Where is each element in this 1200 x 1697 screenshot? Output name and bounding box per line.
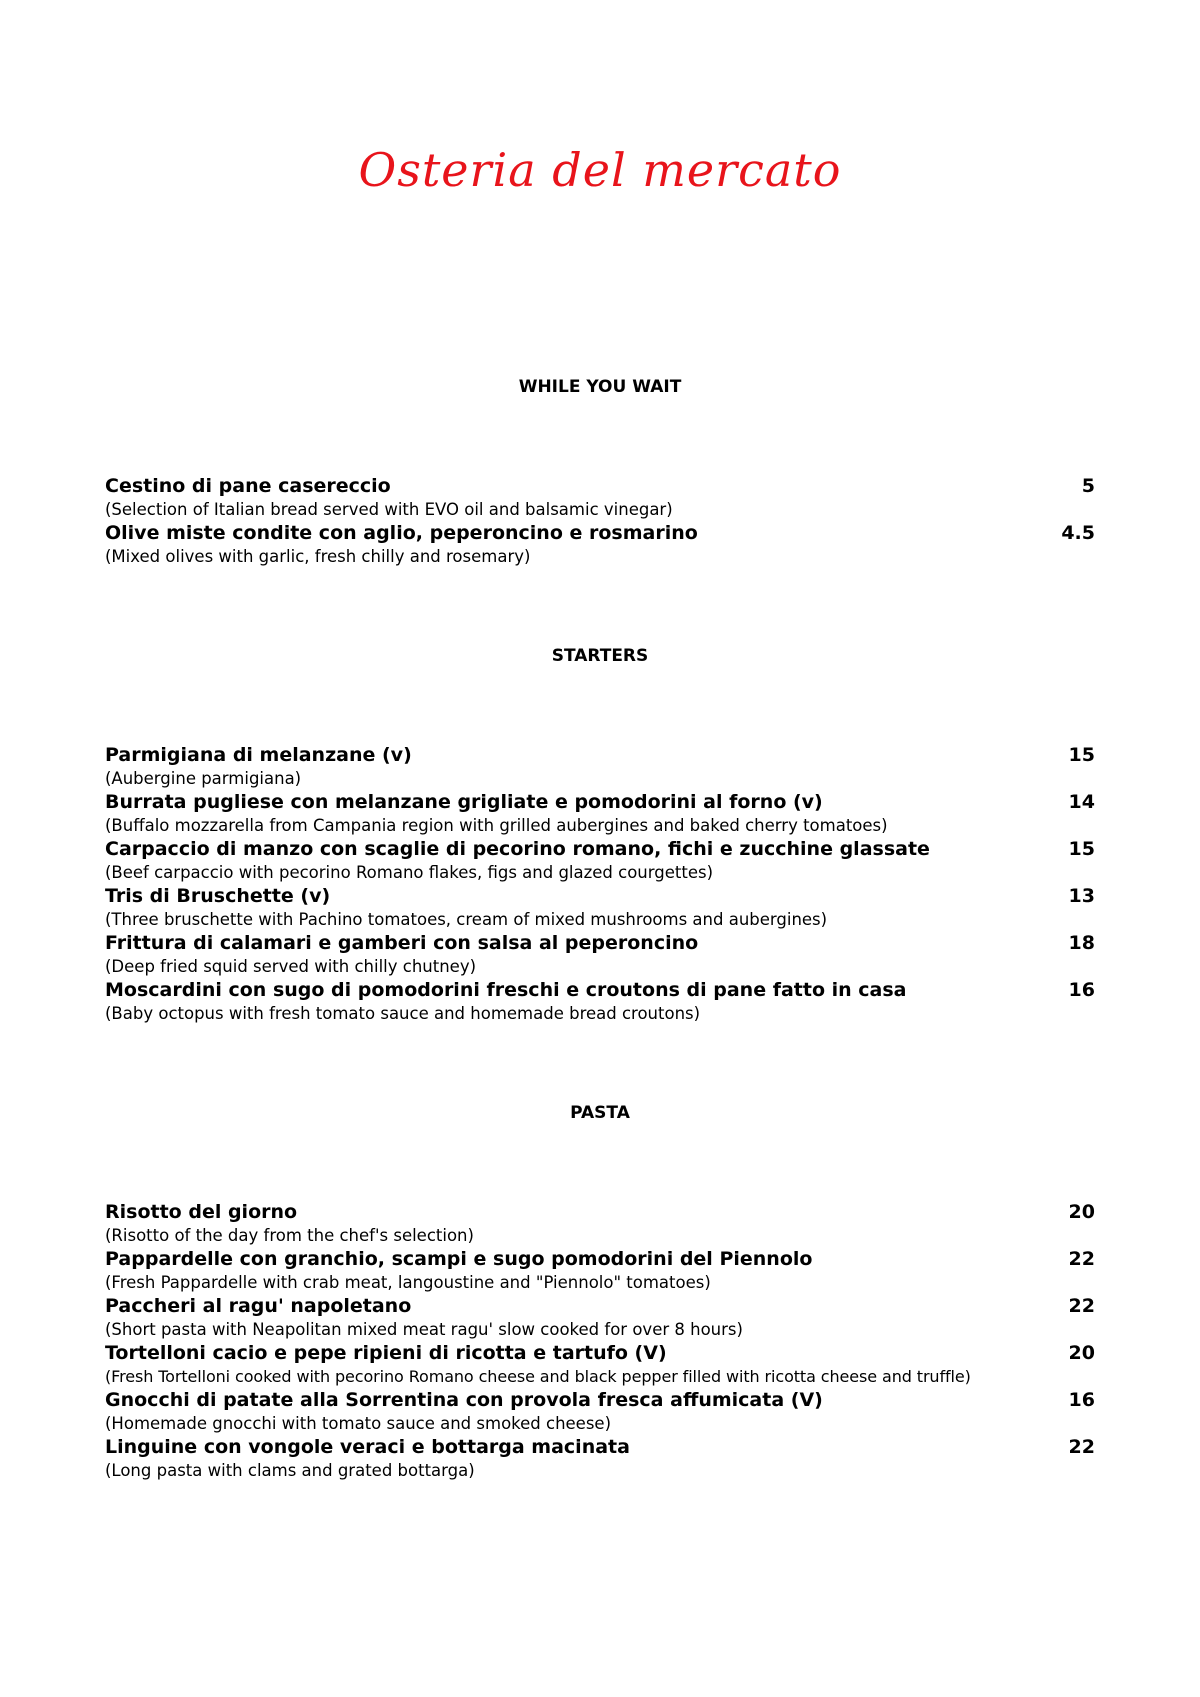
menu-item [105,1294,1095,1341]
item-price: 20 [1068,1342,1095,1364]
restaurant-title: Osteria del mercato [358,143,842,197]
menu-item [105,1341,1095,1388]
menu-list [105,1200,1095,1482]
item-price: 22 [1068,1436,1095,1458]
item-description: (Homemade gnocchi with tomato sauce and smoked cheese) [105,1414,612,1433]
item-price: 15 [1068,744,1095,766]
item-name: Burrata pugliese con melanzane grigliate e pomodorini al forno (v) [105,791,823,813]
item-description: (Fresh Tortelloni cooked with pecorino Romano cheese and black pepper filled with ricotta cheese and truffle) [105,1367,971,1386]
item-name: Gnocchi di patate alla Sorrentina con provola fresca affumicata (V) [105,1389,823,1411]
item-price: 22 [1068,1248,1095,1270]
item-description: (Short pasta with Neapolitan mixed meat ragu' slow cooked for over 8 hours) [105,1320,743,1339]
menu-item [105,1247,1095,1294]
menu-item [105,1200,1095,1247]
item-description: (Deep fried squid served with chilly chutney) [105,957,477,976]
item-description: (Risotto of the day from the chef's selection) [105,1226,474,1245]
item-description: (Buffalo mozzarella from Campania region with grilled aubergines and baked cherry tomatoes) [105,816,888,835]
menu-item [105,1435,1095,1482]
section-heading: WHILE YOU WAIT [518,377,682,397]
menu-list [105,743,1095,1025]
item-price: 13 [1068,885,1095,907]
item-name: Risotto del giorno [105,1201,298,1223]
item-price: 18 [1068,932,1095,954]
item-name: Frittura di calamari e gamberi con salsa al peperoncino [105,932,699,954]
menu-item [105,837,1095,884]
item-name: Carpaccio di manzo con scaglie di pecorino romano, fichi e zucchine glassate [105,838,930,860]
menu-item [105,931,1095,978]
item-price: 16 [1068,979,1095,1001]
item-price: 15 [1068,838,1095,860]
item-description: (Long pasta with clams and grated bottarga) [105,1461,475,1480]
item-price: 22 [1068,1295,1095,1317]
item-price: 16 [1068,1389,1095,1411]
item-description: (Mixed olives with garlic, fresh chilly and rosemary) [105,547,531,566]
item-description: (Beef carpaccio with pecorino Romano flakes, figs and glazed courgettes) [105,863,714,882]
item-description: (Selection of Italian bread served with EVO oil and balsamic vinegar) [105,500,673,519]
item-name: Moscardini con sugo di pomodorini freschi e croutons di pane fatto in casa [105,979,907,1001]
item-name: Parmigiana di melanzane (v) [105,744,412,766]
item-description: (Fresh Pappardelle with crab meat, langoustine and "Piennolo" tomatoes) [105,1273,711,1292]
menu-item [105,790,1095,837]
item-description: (Baby octopus with fresh tomato sauce and homemade bread croutons) [105,1004,701,1023]
menu-item [105,1388,1095,1435]
item-name: Paccheri al ragu' napoletano [105,1295,412,1317]
section-heading: STARTERS [551,646,649,666]
menu-item [105,743,1095,790]
item-description: (Aubergine parmigiana) [105,769,302,788]
section-heading: PASTA [570,1103,630,1123]
menu-item [105,978,1095,1025]
menu-item [105,521,1095,568]
item-price: 4.5 [1061,522,1095,544]
item-price: 14 [1068,791,1095,813]
item-name: Tris di Bruschette (v) [105,885,331,907]
menu-item [105,474,1095,521]
item-price: 20 [1068,1201,1095,1223]
menu-item [105,884,1095,931]
item-name: Tortelloni cacio e pepe ripieni di ricotta e tartufo (V) [105,1342,667,1364]
item-description: (Three bruschette with Pachino tomatoes, cream of mixed mushrooms and aubergines) [105,910,828,929]
item-name: Olive miste condite con aglio, peperoncino e rosmarino [105,522,698,544]
menu-list [105,474,1095,568]
item-name: Linguine con vongole veraci e bottarga macinata [105,1436,630,1458]
item-name: Cestino di pane casereccio [105,475,391,497]
item-price: 5 [1081,475,1095,497]
item-name: Pappardelle con granchio, scampi e sugo pomodorini del Piennolo [105,1248,813,1270]
